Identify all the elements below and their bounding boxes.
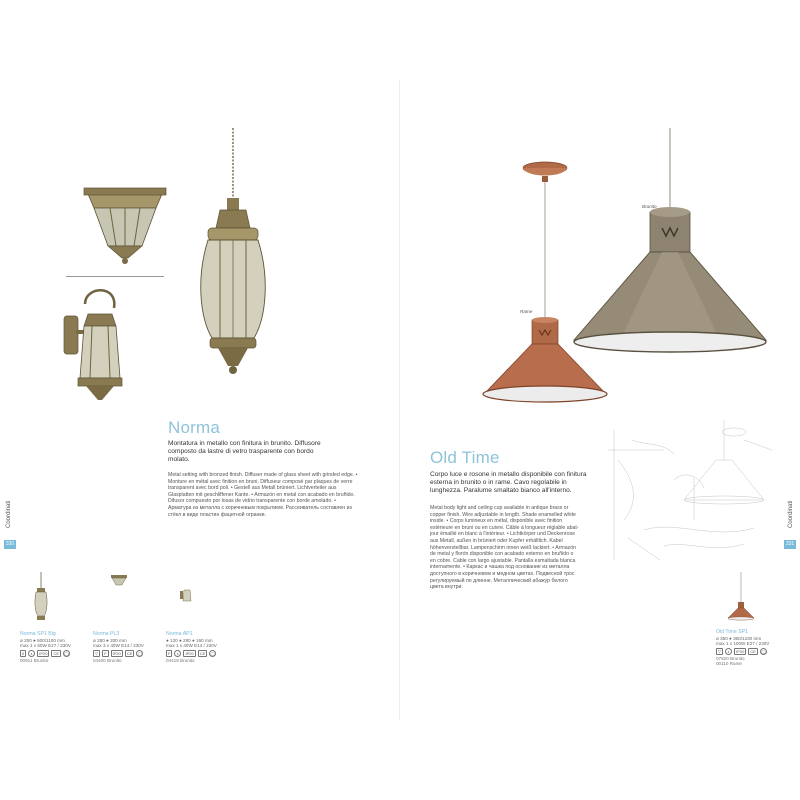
ip-rating-icon: IP20 bbox=[736, 648, 745, 654]
product-code: 00911 Brunito bbox=[20, 657, 49, 663]
product-dims: ø 350 ● 360/1230 mm bbox=[716, 635, 762, 641]
bulb-icon: ◯ bbox=[210, 650, 215, 656]
product-spec: max 3 x 40W E14 / 230V bbox=[93, 643, 144, 649]
energy-icon: ◐ bbox=[174, 650, 181, 657]
norma-ceiling-lamp-image bbox=[80, 180, 170, 265]
thumb-norma-ap1 bbox=[180, 586, 192, 606]
class-icon: II bbox=[22, 650, 25, 656]
product-norma-sp1-big bbox=[20, 632, 90, 663]
ce-mark-icon: CE bbox=[750, 648, 756, 654]
old-time-brass-pendant-image bbox=[570, 128, 770, 358]
energy-icon: ◐ bbox=[725, 648, 732, 655]
product-old-time-sp1 bbox=[716, 630, 786, 667]
ip-rating-icon: IP20 bbox=[39, 650, 48, 656]
page-number: 330 bbox=[5, 541, 15, 547]
side-label: Coordinati bbox=[6, 500, 12, 528]
product-norma-pl3 bbox=[93, 632, 163, 663]
product-norma-ap1 bbox=[166, 632, 236, 663]
norma-lead-text: Montatura in metallo con finitura in brunito. Diffusore composto da lastre di vetro trasparente con bordo molato. bbox=[168, 440, 321, 464]
triangle-icon: ▽ bbox=[95, 650, 99, 656]
old-time-lead-text: Corpo luce e rosone in metallo disponibile con finitura esterna in brunito o in rame. Cavo regolabile in lunghezza. Paralume smaltato bianco all'interno. bbox=[430, 471, 587, 495]
product-name: Norma SP1 Big bbox=[20, 631, 56, 637]
product-dims: ● 120 ● 280 ● 160 mm bbox=[166, 637, 213, 643]
product-code-rame: 00110 Rame bbox=[716, 661, 742, 667]
ce-mark-icon: CE bbox=[199, 650, 206, 656]
triangle-icon: ▽ bbox=[718, 648, 722, 654]
thumb-norma-pl3 bbox=[110, 574, 128, 588]
old-time-description: Metal body light and ceiling cup available in antique brass or copper finish. Wire adjustable in length. Shade enamelled white inside. • Corps lumineux en métal, disponible avec finition extérieure en bruni ou en cuivre. Câble à longueur réglable abat-jour émaillé en blanc à l'intérieur. • Lichtkörper und Deckenrose aus Metall, außen in brüniert oder Kupfer erhältlich. Kabel höhenverstellbar. Lampenschirm innen weiß lackiert. • Armazón de metal y florón disponible con acabado externo en bruñido o en cobre. Cable con largo ajustable. Pantalla esmaltada blanca internamente. • Каркас и чашка под основание из металла доступного в коричневом и медном цветах. Подвесной трос регулируемый по длинне. Металлический абажур белого цвета внутри. bbox=[430, 505, 579, 591]
bulb-icon: ◯ bbox=[137, 650, 143, 656]
product-code: 04418 Brunito bbox=[166, 657, 195, 663]
product-name: Old Time SP1 bbox=[716, 629, 749, 635]
ce-mark-icon: CE bbox=[53, 650, 60, 656]
product-code: 04400 Brunito bbox=[93, 657, 122, 663]
thumb-old-time-sp1 bbox=[727, 572, 755, 624]
bulb-icon: ◯ bbox=[64, 650, 69, 656]
norma-pendant-lamp-image bbox=[190, 128, 276, 378]
side-label: Coordinati bbox=[788, 500, 794, 528]
bulb-icon: ◯ bbox=[761, 648, 766, 654]
ip-rating-icon: IP20 bbox=[112, 650, 121, 656]
finish-label-rame: Rame bbox=[520, 309, 533, 314]
norma-title: Norma bbox=[168, 418, 221, 437]
energy-icon: ◐ bbox=[28, 650, 35, 657]
certification-icons bbox=[716, 648, 786, 655]
product-spec: max 1 x 40W E14 / 230V bbox=[166, 643, 217, 649]
old-time-title: Old Time bbox=[430, 448, 500, 467]
ce-mark-icon: CE bbox=[126, 650, 133, 656]
f-mark-icon: F bbox=[168, 650, 171, 656]
f-mark-icon: F bbox=[104, 650, 107, 656]
page-number: 331 bbox=[785, 541, 795, 547]
product-name: Norma AP1 bbox=[166, 631, 193, 637]
divider bbox=[66, 276, 164, 277]
certification-icons bbox=[166, 650, 236, 657]
technical-sketch-image bbox=[604, 420, 776, 570]
norma-wall-lamp-image bbox=[60, 286, 130, 411]
product-code-brunito: 07820 Brunito bbox=[716, 655, 745, 661]
right-page bbox=[400, 0, 800, 800]
finish-label-brunito: Brunito bbox=[642, 204, 657, 209]
certification-icons bbox=[93, 650, 163, 657]
norma-description: Metal setting with bronzed finish. Diffuser made of glass sheet with grinded edge. • Monture en métal avec finition en bruni. Diffuseur composé par plaques de verre transparent avec bord poli. • Gestell aus Metall brüniert. Lichtverteiler aus Glasplatten mit geschliffener Kante. • Armazón en metal con acabado en bruñido. Difusor compuesto por losas de vidrio transparente con borde amolado. • Арматура из металла с коричневым покрытием. Рассеиватель составлен из стёкл в виде пластин фацетной огранки. bbox=[168, 472, 358, 518]
thumb-norma-sp1-big bbox=[34, 572, 48, 624]
product-dims: ø 250 ● 500/1100 mm bbox=[20, 637, 65, 643]
product-spec: max 1 x 100W E27 / 230V bbox=[716, 641, 770, 647]
product-spec: max 1 x 60W E27 / 230V bbox=[20, 643, 71, 649]
product-dims: ø 280 ● 200 mm bbox=[93, 637, 127, 643]
certification-icons bbox=[20, 650, 90, 657]
product-name: Norma PL3 bbox=[93, 631, 120, 637]
ip-rating-icon: IP20 bbox=[185, 650, 194, 656]
